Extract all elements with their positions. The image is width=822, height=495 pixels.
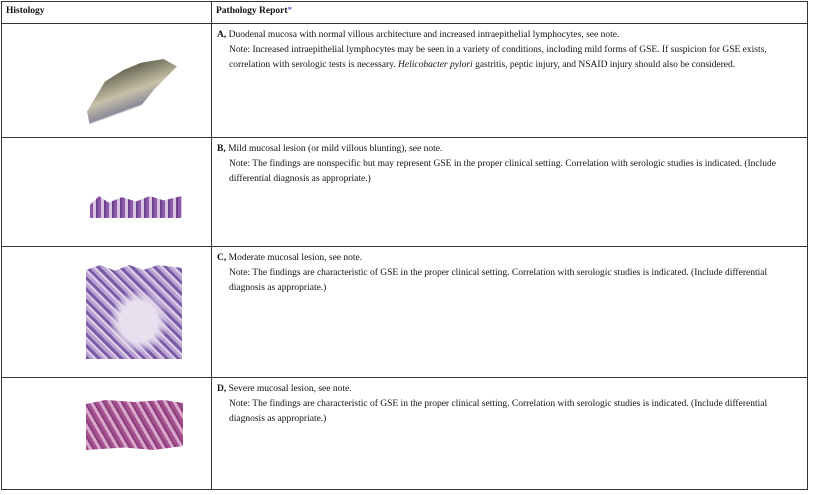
histology-cell xyxy=(2,247,212,378)
note-text: gastritis, peptic injury, and NSAID injury should also be considered. xyxy=(472,60,736,70)
footnote-marker[interactable]: * xyxy=(287,6,293,16)
note: Note: The findings are nonspecific but may represent GSE in the proper clinical setting. Correlation with serologic studies is indicated. (Include differential diagnosis as appropriate.) xyxy=(229,159,776,184)
diagnosis: Duodenal mucosa with normal villous architecture and increased intraepithelial lymphocytes, see note. xyxy=(228,30,620,40)
report-header-label: Pathology Report xyxy=(216,6,288,16)
report-header xyxy=(212,2,808,24)
note-organism: Helicobacter pylori xyxy=(398,60,473,70)
histology-image-b xyxy=(90,196,182,218)
note xyxy=(217,43,802,73)
histology-image-c xyxy=(86,265,182,359)
histology-cell xyxy=(2,24,212,138)
table-row xyxy=(2,24,808,138)
histology-image-a xyxy=(87,59,177,134)
row-letter: B, xyxy=(217,144,226,154)
row-letter: C, xyxy=(217,253,227,263)
report-cell xyxy=(212,24,808,138)
table-row xyxy=(2,138,808,247)
row-letter: A, xyxy=(217,30,227,40)
diagnosis: Mild mucosal lesion (or mild villous blunting), see note. xyxy=(228,144,443,154)
note: Note: The findings are characteristic of GSE in the proper clinical setting. Correlation with serologic studies is indicated. (Include differential diagnosis as appropriate.) xyxy=(229,268,768,293)
report-cell xyxy=(212,138,808,247)
note: Note: The findings are characteristic of GSE in the proper clinical setting. Correlation with serologic studies is indicated. (Include differential diagnosis as appropriate.) xyxy=(229,399,768,424)
table-row xyxy=(2,378,808,490)
histology-cell xyxy=(2,138,212,247)
histology-cell xyxy=(2,378,212,490)
histology-header: Histology xyxy=(2,2,212,24)
diagnosis: Severe mucosal lesion, see note. xyxy=(228,384,352,394)
note-text: Note: Increased intraepithelial lymphocytes may be seen in a variety of conditions, including mild forms of GSE. If suspicion for GSE exists, correlation with serologic tests is necessary. xyxy=(229,45,767,70)
pathology-table xyxy=(1,1,808,490)
report-cell xyxy=(212,247,808,378)
row-letter: D, xyxy=(217,384,227,394)
header-row xyxy=(2,2,808,24)
report-cell xyxy=(212,378,808,490)
table-row xyxy=(2,247,808,378)
diagnosis: Moderate mucosal lesion, see note. xyxy=(228,253,363,263)
histology-image-d xyxy=(86,400,183,450)
